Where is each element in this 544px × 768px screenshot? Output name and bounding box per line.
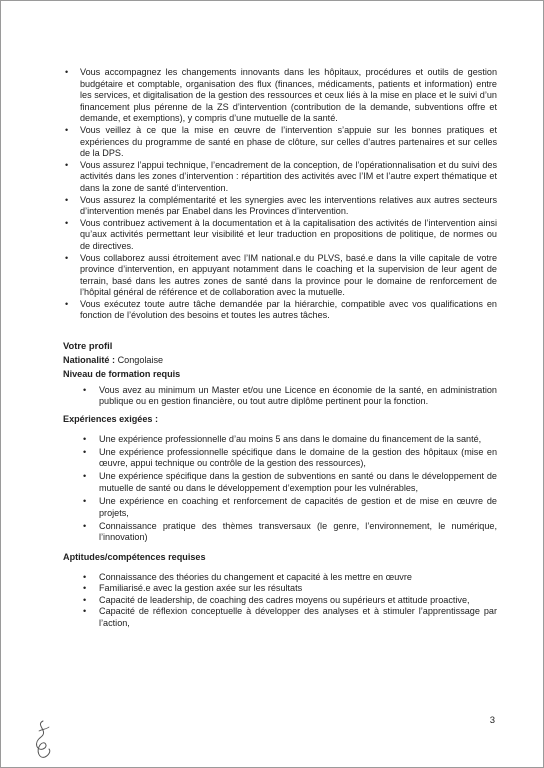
list-item: • Vous accompagnez les changements innovants dans les hôpitaux, procédures et outils de gestion budgétaire et comptable, organisation des flux (finances, médicaments, patients et information) entre les services, et digitalisation de la gestion des ressources et ceux liés à la mise en place et le suivi d’un financement plus pérenne de la ZS d’intervention (contribution de la demande, subventions offre et demande, et exemptions), y compris d’une mutuelle de la santé. — [63, 67, 497, 125]
list-item: • Vous avez au minimum un Master et/ou une Licence en économie de la santé, en administration publique ou en gestion financière, ou tout autre diplôme pertinent pour la fonction. — [63, 385, 497, 408]
nationality-value: Congolaise — [117, 354, 164, 365]
profile-title: Votre profil — [63, 340, 113, 352]
list-item: • Connaissance pratique des thèmes transversaux (le genre, l’environnement, le numérique, l’innovation) — [63, 521, 497, 544]
nationality-label: Nationalité : — [63, 354, 116, 365]
list-item: • Une expérience spécifique dans la gestion de subventions en santé ou dans le développement de mutuelle de santé ou dans le développement d’exemption pour les vulnérables, — [63, 471, 497, 494]
education-title: Niveau de formation requis — [63, 369, 181, 380]
signature-icon — [29, 719, 57, 761]
list-item: • Capacité de réflexion conceptuelle à développer des analyses et à stimuler l’apprentissage par l’action, — [63, 606, 497, 629]
list-item: • Familiarisé.e avec la gestion axée sur les résultats — [63, 583, 497, 595]
list-item: • Une expérience en coaching et renforcement de capacités de gestion et de mise en œuvre de projets, — [63, 496, 497, 519]
list-item: • Une expérience professionnelle d’au moins 5 ans dans le domaine du financement de la santé, — [63, 434, 497, 446]
list-item: • Capacité de leadership, de coaching des cadres moyens ou supérieurs et attitude proactive, — [63, 595, 497, 607]
list-item: • Vous collaborez aussi étroitement avec l’IM national.e du PLVS, basé.e dans la ville capitale de votre province d’intervention, en appuyant notamment dans le coaching et la supervision de leur agent de terrain, basé dans les autres zones de santé dans la province pour le domaine de renforcement de l’hôpital général de référence et de collaboration avec la mutuelle. — [63, 253, 497, 299]
page-number: 3 — [489, 715, 495, 726]
list-item: • Vous contribuez activement à la documentation et à la capitalisation des activités de l’intervention ainsi qu’aux activités permettant leur visibilité et leur traduction en propositions de politique, de normes ou de directives. — [63, 218, 497, 253]
experience-list — [63, 434, 497, 544]
responsibilities-list — [63, 67, 497, 322]
skills-list — [63, 572, 497, 630]
skills-title: Aptitudes/compétences requises — [63, 551, 206, 562]
page-content — [63, 67, 497, 630]
list-item: • Vous exécutez toute autre tâche demandée par la hiérarchie, compatible avec vos qualifications en fonction de l’évolution des besoins et toutes les autres tâches. — [63, 299, 497, 322]
nationality-line — [63, 355, 497, 367]
list-item: • Connaissance des théories du changement et capacité à les mettre en œuvre — [63, 572, 497, 584]
list-item: • Vous assurez l’appui technique, l’encadrement de la conception, de l’opérationnalisation et du suivi des activités dans les zones d’intervention : répartition des activités avec l’IM et l’autre expert thématique et dans la zone de santé d’intervention. — [63, 160, 497, 195]
experience-title: Expériences exigées : — [63, 414, 159, 425]
list-item: • Vous veillez à ce que la mise en œuvre de l’intervention s’appuie sur les bonnes pratiques et expériences du programme de santé en phase de clôture, sur celles d’autres partenaires et sur celles de la DPS. — [63, 125, 497, 160]
list-item: • Vous assurez la complémentarité et les synergies avec les interventions relatives aux autres secteurs d’intervention menés par Enabel dans les Provinces d’intervention. — [63, 195, 497, 218]
list-item: • Une expérience professionnelle spécifique dans le domaine de la gestion des hôpitaux (mise en œuvre, appui technique ou contrôle de la gestion des ressources), — [63, 447, 497, 470]
education-list — [63, 385, 497, 408]
